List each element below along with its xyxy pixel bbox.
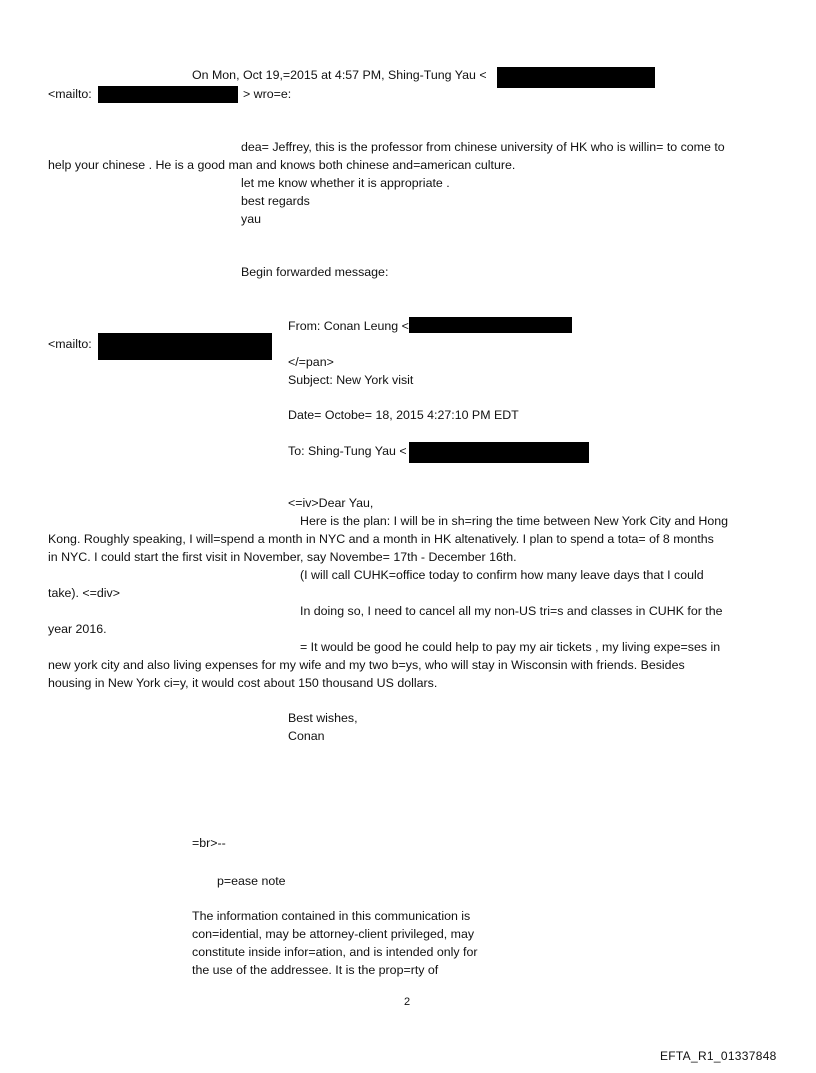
body-line: year 2016. xyxy=(48,622,107,636)
date-line: Date= Octobe= 18, 2015 4:27:10 PM EDT xyxy=(288,408,519,422)
redaction-box xyxy=(409,317,572,333)
forwarded-label: Begin forwarded message: xyxy=(241,265,389,279)
yau-message-line: help your chinese . He is a good man and knows both chinese and=american culture. xyxy=(48,158,516,172)
disclaimer-line: The information contained in this communication is xyxy=(192,909,471,923)
redaction-box xyxy=(497,67,655,88)
disclaimer-line: constitute inside infor=ation, and is intended only for xyxy=(192,945,478,959)
reply-header: On Mon, Oct 19,=2015 at 4:57 PM, Shing-Tung Yau < xyxy=(192,68,487,82)
page-number: 2 xyxy=(404,996,411,1008)
subject-line: Subject: New York visit xyxy=(288,373,414,387)
body-line: In doing so, I need to cancel all my non-US tri=s and classes in CUHK for the xyxy=(300,604,723,618)
body-line: (I will call CUHK=office today to confirm how many leave days that I could xyxy=(300,568,704,582)
disclaimer-line: con=idential, may be attorney-client privileged, may xyxy=(192,927,475,941)
signoff-line: Best wishes, xyxy=(288,711,358,725)
body-line: in NYC. I could start the first visit in November, say Novembe= 17th - December 16th. xyxy=(48,550,517,564)
redaction-box xyxy=(98,86,238,103)
yau-message-line: yau xyxy=(241,212,261,226)
wrote-suffix: > wro=e: xyxy=(243,87,292,101)
body-line: new york city and also living expenses for my wife and my two b=ys, who will stay in Wisconsin with friends. Besides xyxy=(48,658,685,672)
body-line: Kong. Roughly speaking, I will=spend a month in NYC and a month in HK altenatively. I plan to spend a tota= of 8 months xyxy=(48,532,714,546)
to-line: To: Shing-Tung Yau < xyxy=(288,444,407,458)
redaction-box xyxy=(98,333,272,360)
body-line: housing in New York ci=y, it would cost about 150 thousand US dollars. xyxy=(48,676,438,690)
from-line: From: Conan Leung < xyxy=(288,319,409,333)
pan-tag: </=pan> xyxy=(288,355,334,369)
disclaimer-line: the use of the addressee. It is the prop=rty of xyxy=(192,963,439,977)
br-tag: =br>-- xyxy=(192,836,226,850)
body-line: <=iv>Dear Yau, xyxy=(288,496,374,510)
document-id: EFTA_R1_01337848 xyxy=(660,1049,777,1063)
yau-message-line: let me know whether it is appropriate . xyxy=(241,176,450,190)
signoff-line: Conan xyxy=(288,729,325,743)
mailto-prefix: <mailto: xyxy=(48,87,92,101)
redaction-box xyxy=(409,442,589,463)
body-line: Here is the plan: I will be in sh=ring the time between New York City and Hong xyxy=(300,514,729,528)
mailto-prefix-2: <mailto: xyxy=(48,337,92,351)
yau-message-line: dea= Jeffrey, this is the professor from chinese university of HK who is willin= to come to xyxy=(241,140,725,154)
body-line: = It would be good he could help to pay my air tickets , my living expe=ses in xyxy=(300,640,721,654)
yau-message-line: best regards xyxy=(241,194,310,208)
please-note: p=ease note xyxy=(217,874,286,888)
body-line: take). <=div> xyxy=(48,586,120,600)
